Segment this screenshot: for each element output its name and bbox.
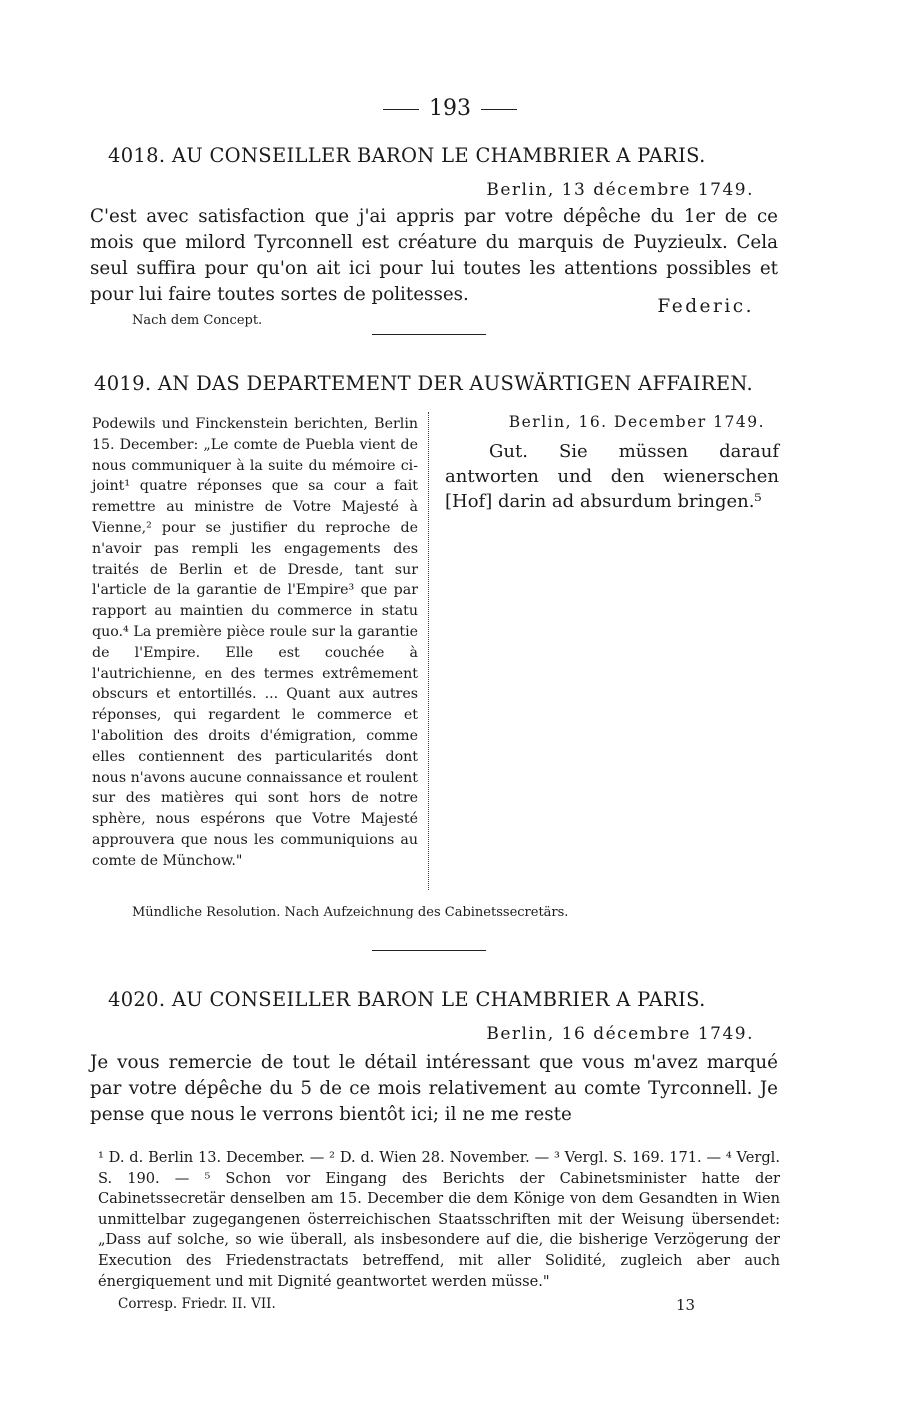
page-number: 193 xyxy=(429,96,471,121)
column-divider xyxy=(428,412,429,890)
page-number-line xyxy=(0,96,900,121)
footnotes: ¹ D. d. Berlin 13. December. — ² D. d. Wien 28. November. — ³ Vergl. S. 169. 171. — ⁴ Vergl. S. 190. — ⁵ Schon vor Eingang des Berichts der Cabinetsminister hatte der Cabinetssecretär denselben am 15. December die dem Könige von dem Gesandten in Wien unmittelbar zugegangenen österreichischen Staatsschriften mit der Weisung übersendet: „Dass auf solche, so wie überall, als insbesondere auf die, die bisherige Verzögerung der Execution des Friedenstractats betreffend, mit aller Solidité, zugleich aber auch énergiquement und mit Dignité geantwortet werden müsse." xyxy=(98,1149,780,1290)
letter-4019-dateline: Berlin, 16. December 1749. xyxy=(508,413,765,431)
separator-rule xyxy=(372,950,486,951)
letter-4018-text: C'est avec satisfaction que j'ai appris par votre dépêche du 1er de ce mois que milord Tyrconnell est créature du marquis de Puyzieulx. Cela seul suffira pour qu'on ait ici pour lui toutes les attentions possibles et pour lui faire toutes sortes de politesses. xyxy=(90,206,778,305)
letter-4018-dateline: Berlin, 13 décembre 1749. xyxy=(486,180,754,200)
letter-4020-text: Je vous remercie de tout le détail intéressant que vous m'avez marqué par votre dépêche du 5 de ce mois relativement au comte Tyrconnell. Je pense que nous le verrons bientôt ici; il ne me reste xyxy=(90,1052,778,1125)
dash-right xyxy=(481,109,517,110)
dash-left xyxy=(383,109,419,110)
letter-4019-reply-column xyxy=(445,410,779,514)
letter-4019-source-note: Mündliche Resolution. Nach Aufzeichnung des Cabinetssecretärs. xyxy=(132,905,569,920)
letter-4018-body xyxy=(90,204,778,308)
letter-4018-source-note: Nach dem Concept. xyxy=(132,313,263,328)
separator-rule xyxy=(372,334,486,335)
letter-4018-signature: Federic. xyxy=(657,296,754,317)
footer-sheet-number: 13 xyxy=(676,1296,696,1314)
letter-4019-reply: Gut. Sie müssen darauf antworten und den wienerschen [Hof] darin ad absurdum bringen.⁵ xyxy=(445,441,779,512)
letter-4019-heading: 4019. AN DAS DEPARTEMENT DER AUSWÄRTIGEN AFFAIREN. xyxy=(94,372,754,395)
letter-4020-heading: 4020. AU CONSEILLER BARON LE CHAMBRIER A PARIS. xyxy=(108,988,706,1011)
letter-4020-body xyxy=(90,1050,778,1128)
footer-signature-mark: Corresp. Friedr. II. VII. xyxy=(118,1296,276,1312)
letter-4020-dateline: Berlin, 16 décembre 1749. xyxy=(486,1024,754,1044)
letter-4018-heading: 4018. AU CONSEILLER BARON LE CHAMBRIER A PARIS. xyxy=(108,144,706,167)
letter-4019-report: Podewils und Finckenstein berichten, Berlin 15. December: „Le comte de Puebla vient de nous communiquer à la suite du mémoire ci-joint¹ quatre réponses que sa cour a fait remettre au ministre de Votre Majesté à Vienne,² pour se justifier du reproche de n'avoir pas rempli les engagements des traités de Berlin et de Dresde, tant sur l'article de la garantie de l'Empire³ que par rapport au maintien du commerce in statu quo.⁴ La première pièce roule sur la garantie de l'Empire. Elle est couchée à l'autrichienne, en des termes extrêmement obscurs et entortillés. ... Quant aux autres réponses, qui regardent le commerce et l'abolition des droits d'émigration, comme elles contiennent des particularités dont nous n'avons aucune connaissance et roulent sur des matières qui sont hors de notre sphère, nous espérons que Votre Majesté approuvera que nous les communiquions au comte de Münchow." xyxy=(92,416,418,869)
